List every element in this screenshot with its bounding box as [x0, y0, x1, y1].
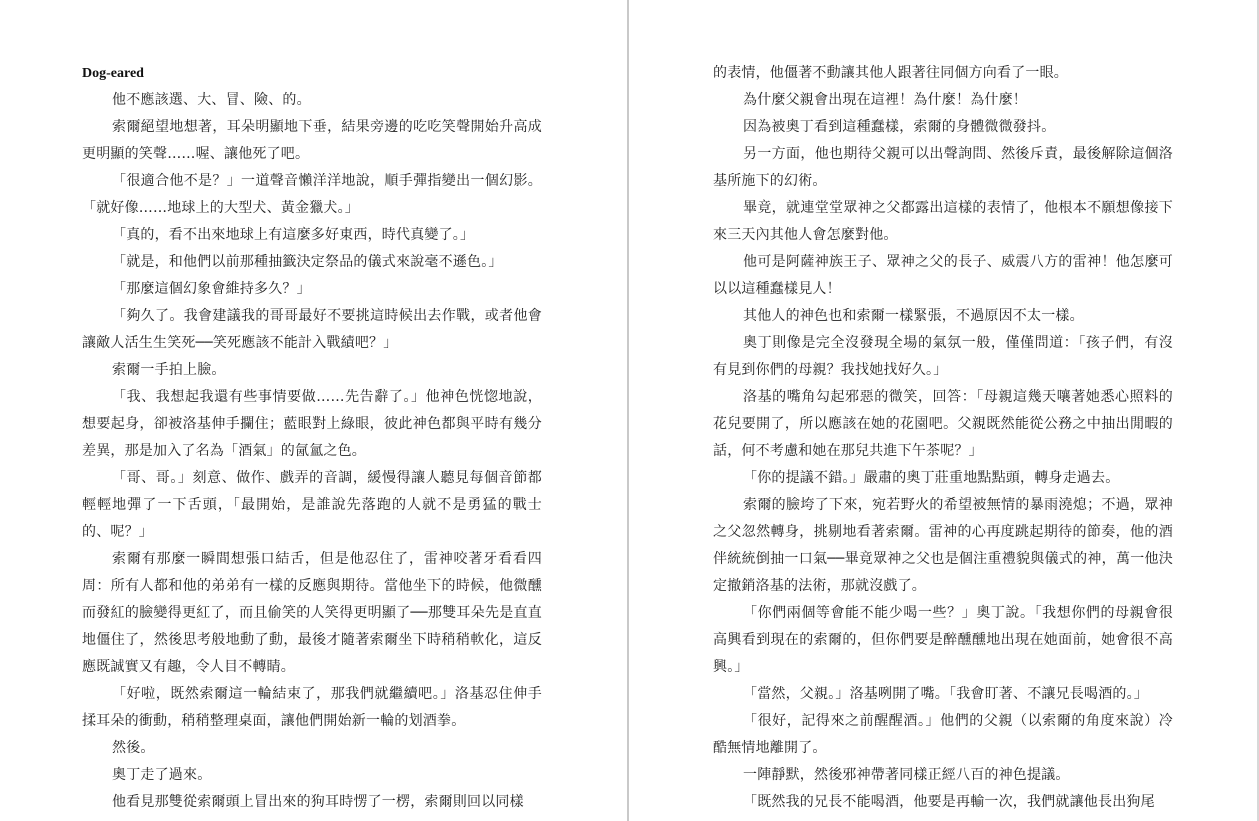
paragraph: 「你們兩個等會能不能少喝一些？」奧丁說。「我想你們的母親會很高興看到現在的索爾的，但你們要是醉醺醺地出現在她面前，她會很不高興。」 [713, 605, 1173, 675]
paragraph: 因為被奧丁看到這種蠢樣，索爾的身體微微發抖。 [743, 119, 1056, 135]
paragraph: 「真的，看不出來地球上有這麼多好東西，時代真變了。」 [112, 227, 475, 243]
chapter-heading: Dog-eared [82, 66, 144, 81]
left-paragraphs [82, 87, 542, 816]
paragraph: 索爾有那麼一瞬間想張口結舌，但是他忍住了，雷神咬著牙看看四周：所有人都和他的弟弟有一樣的反應與期待。當他坐下的時候，他微醺而發紅的臉變得更紅了，而且偷笑的人笑得更明顯了──那雙耳朵先是直直地僵住了，然後思考般地動了動，最後才隨著索爾坐下時稍稍軟化，這反應既誠實又有趣，令人目不轉睛。 [82, 551, 542, 675]
left-page [0, 0, 627, 821]
paragraph: 另一方面，他也期待父親可以出聲詢問、然後斥責，最後解除這個洛基所施下的幻術。 [713, 146, 1173, 189]
paragraph: 索爾一手拍上臉。 [112, 362, 226, 378]
right-page [630, 0, 1259, 821]
paragraph: 奧丁則像是完全沒發現全場的氣氛一般，僅僅問道：「孩子們，有沒有見到你們的母親？我找她找好久。」 [713, 335, 1173, 378]
paragraph: 「哥、哥。」刻意、做作、戲弄的音調，緩慢得讓人聽見每個音節都輕輕地彈了一下舌頭，「最開始，是誰說先落跑的人就不是勇猛的戰士的、呢？」 [82, 470, 542, 540]
page-gutter [627, 0, 629, 821]
paragraph: 「既然我的兄長不能喝酒，他要是再輸一次，我們就讓他長出狗尾 [743, 794, 1155, 810]
paragraph: 「你的提議不錯。」嚴肅的奧丁莊重地點點頭，轉身走過去。 [743, 470, 1120, 486]
paragraph: 其他人的神色也和索爾一樣緊張，不過原因不太一樣。 [743, 308, 1084, 324]
paragraph: 一陣靜默，然後邪神帶著同樣正經八百的神色提議。 [743, 767, 1070, 783]
right-page-text [713, 60, 1173, 816]
paragraph: 他看見那雙從索爾頭上冒出來的狗耳時愣了一楞，索爾則回以同樣 [112, 794, 524, 810]
paragraph: 索爾絕望地想著，耳朵明顯地下垂，結果旁邊的吃吃笑聲開始升高成更明顯的笑聲……喔、讓他死了吧。 [82, 119, 542, 162]
paragraph: 為什麼父親會出現在這裡！為什麼！為什麼！ [743, 92, 1027, 108]
paragraph: 奧丁走了過來。 [112, 767, 212, 783]
paragraph: 「很好，記得來之前醒醒酒。」他們的父親（以索爾的角度來說）冷酷無情地離開了。 [713, 713, 1173, 756]
paragraph: 他不應該選、大、冒、險、的。 [112, 92, 311, 108]
paragraph: 「我、我想起我還有些事情要做……先告辭了。」他神色恍惚地說，想要起身，卻被洛基伸手攔住；藍眼對上綠眼，彼此神色都與平時有幾分差異，那是加入了名為「酒氣」的氤氳之色。 [82, 389, 542, 459]
paragraph: 洛基的嘴角勾起邪惡的微笑，回答：「母親這幾天嚷著她悉心照料的花兒要開了，所以應該在她的花園吧。父親既然能從公務之中抽出閒暇的話，何不考慮和她在那兒共進下午茶呢？」 [713, 389, 1173, 459]
paragraph: 「夠久了。我會建議我的哥哥最好不要挑這時候出去作戰，或者他會讓敵人活生生笑死──笑死應該不能計入戰績吧？」 [82, 308, 542, 351]
paragraph: 「當然，父親。」洛基咧開了嘴。「我會盯著、不讓兄長喝酒的。」 [743, 686, 1148, 702]
paragraph: 他可是阿薩神族王子、眾神之父的長子、威震八方的雷神！他怎麼可以以這種蠢樣見人！ [713, 254, 1173, 297]
paragraph-continued: 的表情，他僵著不動讓其他人跟著往同個方向看了一眼。 [713, 65, 1068, 81]
left-page-text [82, 60, 542, 816]
paragraph: 「很適合他不是？」一道聲音懶洋洋地說，順手彈指變出一個幻影。「就好像……地球上的大型犬、黃金獵犬。」 [82, 173, 542, 216]
paragraph: 然後。 [112, 740, 155, 756]
paragraph: 索爾的臉垮了下來，宛若野火的希望被無情的暴雨澆熄；不過，眾神之父忽然轉身，挑剔地看著索爾。雷神的心再度跳起期待的節奏，他的酒伴統統倒抽一口氣──畢竟眾神之父也是個注重禮貌與儀式的神，萬一他決定撤銷洛基的法術，那就沒戲了。 [713, 497, 1173, 594]
paragraph: 「好啦，既然索爾這一輪結束了，那我們就繼續吧。」洛基忍住伸手揉耳朵的衝動，稍稍整理桌面，讓他們開始新一輪的划酒拳。 [82, 686, 542, 729]
paragraph: 「就是，和他們以前那種抽籤決定祭品的儀式來說毫不遜色。」 [112, 254, 503, 270]
paragraph: 畢竟，就連堂堂眾神之父都露出這樣的表情了，他根本不願想像接下來三天內其他人會怎麼對他。 [713, 200, 1173, 243]
right-paragraphs [713, 60, 1173, 816]
paragraph: 「那麼這個幻象會維持多久？」 [112, 281, 311, 297]
